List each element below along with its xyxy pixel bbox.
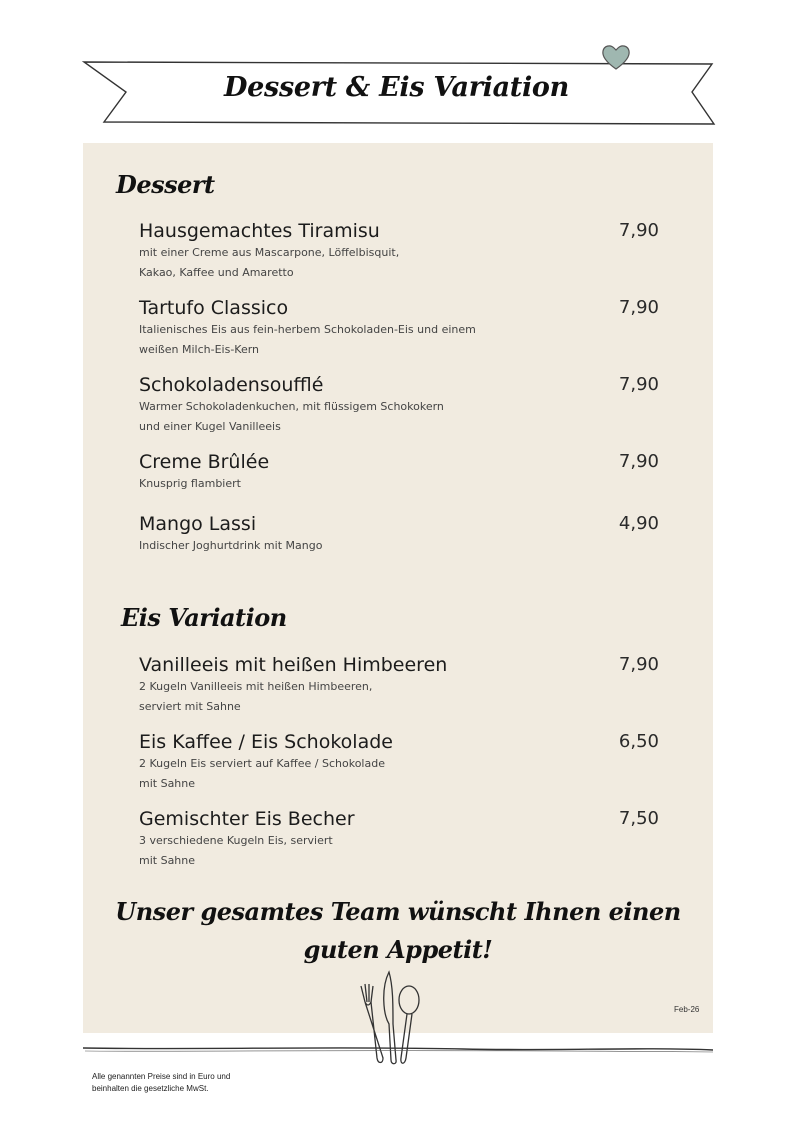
item-price: 7,90 bbox=[618, 220, 659, 241]
menu-item bbox=[139, 297, 659, 359]
heart-icon bbox=[600, 42, 632, 72]
item-price: 4,90 bbox=[618, 513, 659, 534]
footnote-line-1: Alle genannten Preise sind in Euro und bbox=[92, 1072, 231, 1081]
menu-item bbox=[139, 220, 659, 282]
item-description bbox=[139, 677, 659, 716]
date-code: Feb-26 bbox=[674, 1005, 700, 1014]
item-description-line: mit Sahne bbox=[139, 853, 196, 867]
footnote-line-2: beinhalten die gesetzliche MwSt. bbox=[92, 1084, 209, 1093]
item-description-line: Warmer Schokoladenkuchen, mit flüssigem Schokokern bbox=[139, 400, 444, 413]
menu-item bbox=[139, 654, 659, 716]
item-description-line: 3 verschiedene Kugeln Eis, serviert bbox=[139, 834, 333, 847]
item-description bbox=[139, 754, 659, 793]
item-price: 7,90 bbox=[618, 451, 659, 472]
item-name: Vanilleeis mit heißen Himbeeren bbox=[139, 654, 448, 676]
menu-item bbox=[139, 451, 659, 494]
item-description bbox=[139, 397, 659, 436]
item-description bbox=[139, 831, 659, 870]
item-description-line: weißen Milch-Eis-Kern bbox=[139, 342, 260, 356]
item-description-line: und einer Kugel Vanilleeis bbox=[139, 419, 281, 433]
item-description bbox=[139, 536, 659, 556]
item-name: Eis Kaffee / Eis Schokolade bbox=[139, 731, 393, 753]
item-description bbox=[139, 243, 659, 282]
item-name: Creme Brûlée bbox=[139, 451, 270, 473]
menu-item bbox=[139, 374, 659, 436]
item-name: Hausgemachtes Tiramisu bbox=[139, 220, 380, 242]
item-description-line: Italienisches Eis aus fein-herbem Schokoladen-Eis und einem bbox=[139, 323, 476, 336]
section-title-dessert: Dessert bbox=[116, 170, 215, 199]
item-description-line: 2 Kugeln Vanilleeis mit heißen Himbeeren, bbox=[139, 680, 373, 693]
item-price: 7,90 bbox=[618, 654, 659, 675]
item-price: 7,90 bbox=[618, 297, 659, 318]
price-footnote bbox=[92, 1071, 230, 1095]
menu-item bbox=[139, 808, 659, 870]
item-price: 6,50 bbox=[618, 731, 659, 752]
menu-item bbox=[139, 731, 659, 793]
item-description-line: Kakao, Kaffee und Amaretto bbox=[139, 265, 294, 279]
item-description-line: mit Sahne bbox=[139, 776, 196, 790]
item-description bbox=[139, 474, 659, 494]
item-description-line: Knusprig flambiert bbox=[139, 477, 241, 490]
item-description-line: 2 Kugeln Eis serviert auf Kaffee / Schokolade bbox=[139, 757, 385, 770]
item-name: Tartufo Classico bbox=[139, 297, 289, 319]
item-description-line: mit einer Creme aus Mascarpone, Löffelbisquit, bbox=[139, 246, 400, 259]
closing-line-1: Unser gesamtes Team wünscht Ihnen einen bbox=[115, 897, 681, 926]
item-description-line: Indischer Joghurtdrink mit Mango bbox=[139, 539, 323, 552]
page-title: Dessert & Eis Variation bbox=[224, 72, 569, 103]
menu-item bbox=[139, 513, 659, 556]
closing-line-2: guten Appetit! bbox=[303, 935, 493, 964]
item-name: Mango Lassi bbox=[139, 513, 257, 535]
section-title-eis-variation: Eis Variation bbox=[121, 603, 287, 632]
item-name: Gemischter Eis Becher bbox=[139, 808, 355, 830]
item-description bbox=[139, 320, 659, 359]
item-price: 7,90 bbox=[618, 374, 659, 395]
item-name: Schokoladensoufflé bbox=[139, 374, 324, 396]
item-description-line: serviert mit Sahne bbox=[139, 699, 241, 713]
item-price: 7,50 bbox=[618, 808, 659, 829]
bottom-divider bbox=[83, 1040, 715, 1056]
closing-message bbox=[83, 893, 713, 969]
